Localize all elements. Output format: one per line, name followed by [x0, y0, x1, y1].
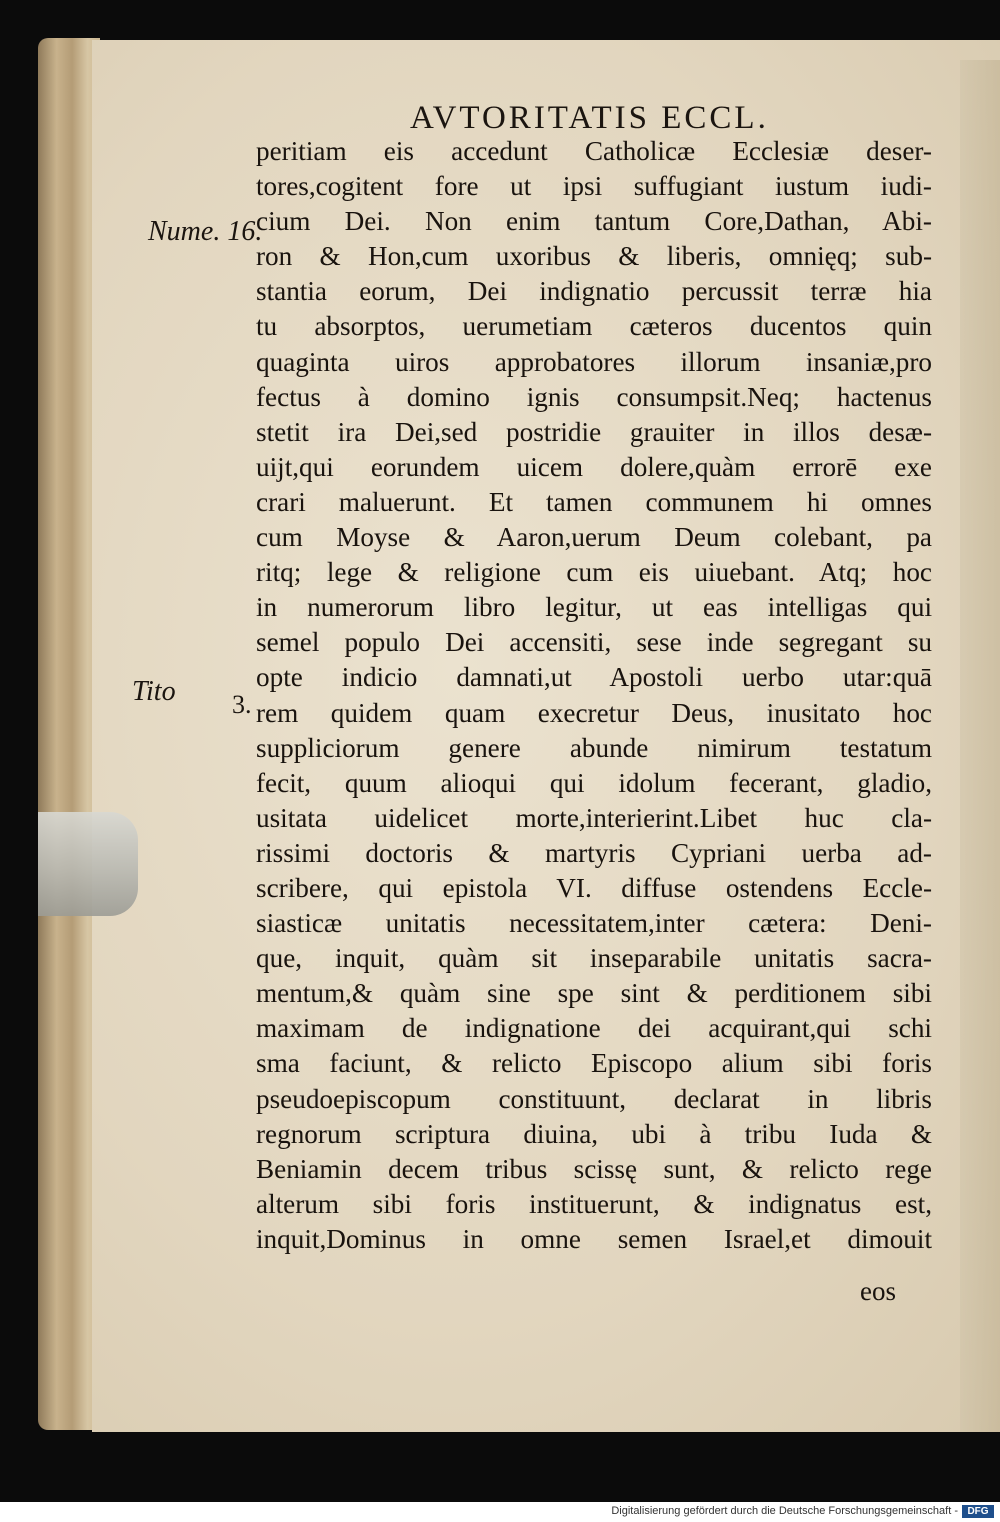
text-line: rem quidem quam execretur Deus, inusitato hoc — [256, 697, 932, 728]
text-line: maximam de indignatione dei acquirant,qui schi — [256, 1013, 932, 1044]
page-clip — [38, 812, 138, 916]
marginal-note-tito-number: 3. — [232, 690, 252, 719]
text-line: tu absorptos, uerumetiam cæteros ducentos quin — [256, 311, 932, 342]
text-line: stetit ira Dei,sed postridie grauiter in illos desæ- — [256, 416, 932, 447]
text-line: crari maluerunt. Et tamen communem hi omnes — [256, 486, 932, 517]
text-line: rissimi doctoris & martyris Cypriani uerba ad- — [256, 837, 932, 868]
text-line: cium Dei. Non enim tantum Core,Dathan, Abi- — [256, 206, 932, 237]
text-line: cum Moyse & Aaron,uerum Deum colebant, pa — [256, 522, 932, 553]
text-line: siasticæ unitatis necessitatem,inter cætera: Deni- — [256, 908, 932, 939]
text-line: mentum,& quàm sine spe sint & perditionem sibi — [256, 978, 932, 1009]
running-head: AVTORITATIS ECCL. — [410, 100, 769, 136]
text-line: scribere, qui epistola VI. diffuse ostendens Eccle- — [256, 872, 932, 903]
dfg-logo-icon: DFG — [962, 1505, 994, 1518]
text-line: Beniamin decem tribus scissę sunt, & relicto rege — [256, 1153, 932, 1184]
page-edge — [38, 38, 100, 1430]
text-line: stantia eorum, Dei indignatio percussit terræ hia — [256, 276, 932, 307]
text-line: regnorum scriptura diuina, ubi à tribu Iuda & — [256, 1118, 932, 1149]
text-line: ron & Hon,cum uxoribus & liberis, omnięq; sub- — [256, 241, 932, 272]
text-line: usitata uidelicet morte,interierint.Libet huc cla- — [256, 802, 932, 833]
text-line: fectus à domino ignis consumpsit.Neq; hactenus — [256, 381, 932, 412]
text-line: pseudoepiscopum constituunt, declarat in libris — [256, 1083, 932, 1114]
text-line: inquit,Dominus in omne semen Israel,et dimouit — [256, 1223, 932, 1254]
text-line: fecit, quum alioqui qui idolum fecerant, gladio, — [256, 767, 932, 798]
text-line: semel populo Dei accensiti, sese inde segregant su — [256, 627, 932, 658]
text-line: ritq; lege & religione cum eis uiuebant. Atq; hoc — [256, 557, 932, 588]
text-line: uijt,qui eorundem uicem dolere,quàm errorē exe — [256, 451, 932, 482]
body-text — [256, 134, 932, 1257]
marginal-note-numbers: Nume. 16. — [148, 216, 263, 247]
marginal-note-tito: Tito — [132, 676, 176, 707]
text-line: opte indicio damnati,ut Apostoli uerbo utar:quā — [256, 662, 932, 693]
text-line: tores,cogitent fore ut ipsi suffugiant iustum iudi- — [256, 171, 932, 202]
text-line: peritiam eis accedunt Catholicæ Ecclesiæ deser- — [256, 136, 932, 166]
text-line: sma faciunt, & relicto Episcopo alium sibi foris — [256, 1048, 932, 1079]
facing-page-strip — [960, 60, 1000, 1432]
catchword: eos — [860, 1276, 896, 1306]
footer-credit: Digitalisierung gefördert durch die Deutsche Forschungsgemeinschaft - — [611, 1505, 958, 1517]
text-line: alterum sibi foris instituerunt, & indignatus est, — [256, 1188, 932, 1219]
text-line: suppliciorum genere abunde nimirum testatum — [256, 732, 932, 763]
text-line: quaginta uiros approbatores illorum insaniæ,pro — [256, 346, 932, 377]
text-line: que, inquit, quàm sit inseparabile unitatis sacra- — [256, 943, 932, 974]
text-line: in numerorum libro legitur, ut eas intelligas qui — [256, 592, 932, 623]
